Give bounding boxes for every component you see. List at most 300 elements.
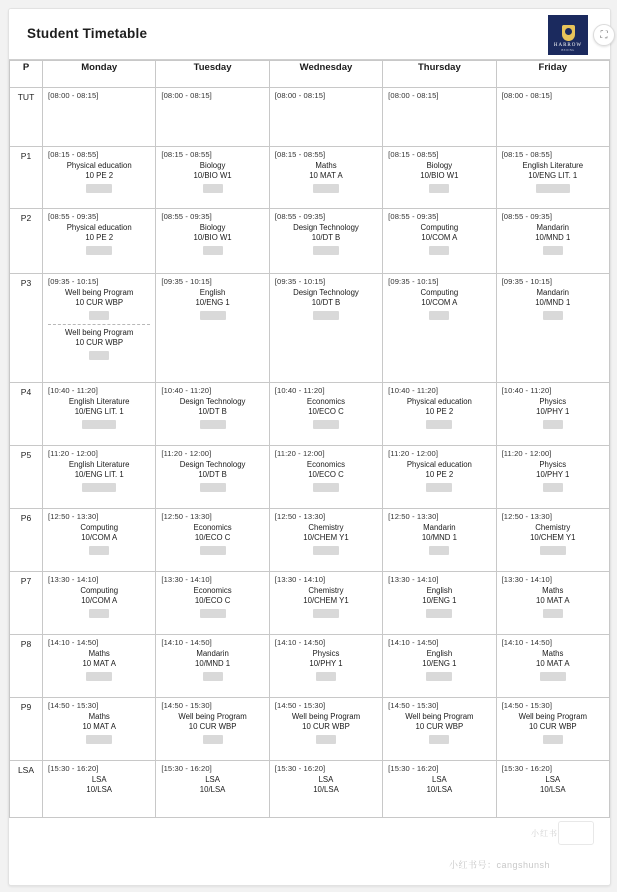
- lesson-subject: Maths: [542, 649, 564, 658]
- lesson-cell[interactable]: [269, 274, 382, 383]
- redacted-teacher: [426, 609, 452, 618]
- lesson-class: 10/ECO C: [194, 596, 231, 605]
- lesson-subject: English Literature: [522, 161, 584, 170]
- timetable-sheet: [8, 8, 611, 886]
- lesson-class: 10/COM A: [81, 533, 118, 542]
- lesson-cell[interactable]: [383, 274, 496, 383]
- table-row: [10, 88, 610, 147]
- redacted-teacher: [313, 311, 339, 320]
- lesson-cell[interactable]: [496, 383, 609, 446]
- lesson-subject: Well being Program: [65, 288, 134, 297]
- lesson-body: [156, 460, 268, 496]
- lesson-cell[interactable]: [43, 274, 156, 383]
- lesson-body: [383, 288, 495, 324]
- lesson-body: [43, 523, 155, 559]
- redacted-teacher: [426, 672, 452, 681]
- redacted-teacher: [540, 672, 566, 681]
- lesson-body: [270, 288, 382, 324]
- lesson-class: 10 PE 2: [425, 407, 454, 416]
- lesson-cell[interactable]: [496, 209, 609, 274]
- lesson-time: [12:50 - 13:30]: [388, 512, 439, 521]
- lesson-subject: Chemistry: [308, 586, 344, 595]
- lesson-subject: LSA: [91, 775, 107, 784]
- lesson-class: 10/COM A: [81, 596, 118, 605]
- lesson-cell[interactable]: [269, 446, 382, 509]
- period-label: P9: [10, 698, 43, 761]
- lesson-time: [08:55 - 09:35]: [48, 212, 99, 221]
- lesson-cell[interactable]: [383, 572, 496, 635]
- redacted-teacher: [543, 483, 563, 492]
- lesson-body: [43, 775, 155, 799]
- redacted-teacher: [429, 735, 449, 744]
- lesson-body: [270, 523, 382, 559]
- lesson-time: [08:15 - 08:55]: [388, 150, 439, 159]
- lesson-body: [43, 102, 155, 124]
- lesson-subject: Biology: [426, 161, 453, 170]
- lesson-subject: Physics: [312, 649, 340, 658]
- lesson-body: [270, 586, 382, 622]
- lesson-time: [09:35 - 10:15]: [48, 277, 99, 286]
- lesson-class: 10/ECO C: [308, 470, 344, 479]
- redacted-teacher: [203, 184, 223, 193]
- lesson-time: [10:40 - 11:20]: [161, 386, 212, 395]
- lesson-subject: Mandarin: [536, 223, 570, 232]
- lesson-time: [08:15 - 08:55]: [274, 150, 326, 159]
- lesson-class: 10/CHEM Y1: [530, 533, 576, 542]
- lesson-time: [11:20 - 12:00]: [388, 449, 439, 458]
- redacted-teacher: [313, 184, 339, 193]
- lesson-class: 10/MND 1: [195, 659, 231, 668]
- lesson-cell[interactable]: [269, 147, 382, 209]
- crest-shield-icon: [562, 25, 575, 41]
- lesson-class: 10/LSA: [199, 785, 226, 794]
- lesson-cell[interactable]: [383, 446, 496, 509]
- lesson-cell[interactable]: [496, 698, 609, 761]
- redacted-teacher: [200, 546, 226, 555]
- lesson-subject: Physics: [539, 460, 567, 469]
- lesson-subject: Physical education: [406, 460, 472, 469]
- period-label: LSA: [10, 761, 43, 818]
- redacted-teacher: [86, 672, 112, 681]
- lesson-cell[interactable]: [156, 761, 269, 818]
- lesson-class: 10 MAT A: [82, 722, 116, 731]
- lesson-cell[interactable]: [269, 761, 382, 818]
- lesson-time: [08:15 - 08:55]: [501, 150, 553, 159]
- lesson-body: [270, 712, 382, 748]
- lesson-cell[interactable]: [383, 635, 496, 698]
- lesson-time: [14:10 - 14:50]: [161, 638, 212, 647]
- lesson-class: 10/DT B: [311, 233, 341, 242]
- redacted-teacher: [429, 311, 449, 320]
- lesson-subject: Mandarin: [196, 649, 229, 658]
- redacted-teacher: [540, 546, 566, 555]
- page-title: Student Timetable: [27, 26, 148, 41]
- lesson-cell[interactable]: [43, 446, 156, 509]
- lesson-cell[interactable]: [43, 383, 156, 446]
- lesson-body: [497, 397, 609, 433]
- lesson-class: 10/LSA: [313, 785, 339, 794]
- lesson-class: 10 CUR WBP: [302, 722, 350, 731]
- timetable: [9, 60, 610, 818]
- lesson-time: [09:35 - 10:15]: [274, 277, 326, 286]
- lesson-time: [15:30 - 16:20]: [48, 764, 99, 773]
- lesson-time: [14:10 - 14:50]: [274, 638, 326, 647]
- lesson-body: [270, 460, 382, 496]
- table-row: [10, 209, 610, 274]
- lesson-subject: Chemistry: [308, 523, 344, 532]
- lesson-cell[interactable]: [269, 509, 382, 572]
- lesson-subject: Mandarin: [423, 523, 456, 532]
- redacted-teacher: [89, 351, 109, 360]
- lesson-body: [497, 523, 609, 559]
- lesson-cell[interactable]: [43, 88, 156, 147]
- lesson-body: [497, 775, 609, 799]
- lesson-class: 10/LSA: [539, 785, 566, 794]
- lesson-cell[interactable]: [156, 446, 269, 509]
- lesson-cell[interactable]: [496, 572, 609, 635]
- lesson-cell[interactable]: [383, 147, 496, 209]
- lesson-class: 10/DT B: [198, 470, 227, 479]
- lesson-body: [43, 397, 155, 433]
- lesson-body: [43, 460, 155, 496]
- lesson-body: [156, 161, 268, 197]
- lesson-cell[interactable]: [383, 88, 496, 147]
- lesson-class: 10/ECO C: [308, 407, 344, 416]
- lesson-body: [156, 586, 268, 622]
- lesson-body: [156, 523, 268, 559]
- lesson-subject-secondary: Well being Program: [65, 328, 134, 337]
- redacted-teacher: [82, 420, 116, 429]
- lesson-class: 10/ECO C: [194, 533, 231, 542]
- lesson-cell[interactable]: [43, 147, 156, 209]
- lesson-class: 10 PE 2: [85, 233, 114, 242]
- lesson-class: 10/MND 1: [535, 298, 571, 307]
- lesson-time: [12:50 - 13:30]: [501, 512, 553, 521]
- lesson-time: [15:30 - 16:20]: [388, 764, 439, 773]
- lesson-cell[interactable]: [269, 572, 382, 635]
- redacted-teacher: [89, 609, 109, 618]
- lesson-subject: Mandarin: [536, 288, 570, 297]
- lesson-body: [270, 775, 382, 799]
- lesson-cell[interactable]: [156, 147, 269, 209]
- lesson-subject: Maths: [88, 649, 110, 658]
- lesson-class: 10 CUR WBP: [188, 722, 237, 731]
- lesson-subject: Physical education: [66, 223, 132, 232]
- lesson-subject: Computing: [80, 523, 119, 532]
- lesson-cell[interactable]: [156, 509, 269, 572]
- lesson-body: [43, 712, 155, 748]
- lesson-cell[interactable]: [156, 383, 269, 446]
- lesson-cell[interactable]: [496, 147, 609, 209]
- lesson-cell[interactable]: [156, 572, 269, 635]
- lesson-cell[interactable]: [156, 698, 269, 761]
- lesson-subject: Well being Program: [518, 712, 587, 721]
- redacted-teacher: [89, 311, 109, 320]
- column-header-friday: Friday: [496, 61, 609, 88]
- redacted-teacher: [429, 546, 449, 555]
- lesson-time: [14:50 - 15:30]: [161, 701, 212, 710]
- redacted-teacher: [426, 420, 452, 429]
- lesson-time: [08:15 - 08:55]: [161, 150, 212, 159]
- lesson-class: 10/MND 1: [535, 233, 571, 242]
- lesson-subject: Economics: [193, 586, 232, 595]
- lesson-subject: English: [426, 586, 453, 595]
- table-header-row: [10, 61, 610, 88]
- timetable-container: [9, 60, 610, 818]
- lesson-time: [13:30 - 14:10]: [161, 575, 212, 584]
- lesson-subject: LSA: [545, 775, 561, 784]
- redacted-teacher: [200, 311, 226, 320]
- lesson-class: 10 PE 2: [85, 171, 114, 180]
- lesson-cell[interactable]: [156, 88, 269, 147]
- lesson-class: 10 MAT A: [82, 659, 116, 668]
- lesson-cell[interactable]: [383, 383, 496, 446]
- lesson-subject: Well being Program: [405, 712, 474, 721]
- lesson-subject: LSA: [318, 775, 334, 784]
- table-row: [10, 572, 610, 635]
- lesson-class: 10/BIO W1: [420, 171, 459, 180]
- lesson-class: 10/ENG 1: [422, 659, 457, 668]
- lesson-class: 10/COM A: [421, 298, 458, 307]
- lesson-time: [13:30 - 14:10]: [274, 575, 326, 584]
- scan-glyph: ⛶: [600, 29, 608, 41]
- redacted-teacher: [313, 246, 339, 255]
- lesson-cell[interactable]: [269, 88, 382, 147]
- redacted-teacher: [543, 246, 563, 255]
- lesson-cell[interactable]: [496, 509, 609, 572]
- lesson-body: [497, 161, 609, 197]
- lesson-body: [497, 102, 609, 124]
- lesson-time: [08:00 - 08:15]: [274, 91, 326, 100]
- crest-name: HARROW: [553, 43, 583, 48]
- lesson-body: [383, 460, 495, 496]
- lesson-cell[interactable]: [269, 635, 382, 698]
- lesson-time: [09:35 - 10:15]: [501, 277, 553, 286]
- lesson-cell[interactable]: [43, 509, 156, 572]
- lesson-body: [383, 102, 495, 124]
- lesson-cell[interactable]: [43, 698, 156, 761]
- lesson-body: [156, 288, 268, 324]
- period-label: P3: [10, 274, 43, 383]
- lesson-time: [10:40 - 11:20]: [501, 386, 552, 395]
- lesson-class-secondary: 10 CUR WBP: [75, 338, 124, 347]
- period-label: P8: [10, 635, 43, 698]
- lesson-time: [08:00 - 08:15]: [161, 91, 212, 100]
- lesson-body: [497, 288, 609, 324]
- lesson-cell[interactable]: [156, 209, 269, 274]
- lesson-cell[interactable]: [383, 761, 496, 818]
- lesson-body: [383, 161, 495, 197]
- redacted-teacher: [316, 672, 336, 681]
- lesson-subject: Computing: [420, 288, 459, 297]
- lesson-body: [156, 397, 268, 433]
- lesson-body: [383, 775, 495, 799]
- lesson-time: [08:00 - 08:15]: [501, 91, 553, 100]
- redacted-teacher: [200, 483, 226, 492]
- lesson-time: [14:50 - 15:30]: [501, 701, 553, 710]
- lesson-class: 10/ENG LIT. 1: [74, 407, 124, 416]
- lesson-time: [13:30 - 14:10]: [48, 575, 99, 584]
- lesson-time: [08:55 - 09:35]: [388, 212, 439, 221]
- lesson-time: [08:55 - 09:35]: [161, 212, 212, 221]
- lesson-time: [12:50 - 13:30]: [274, 512, 326, 521]
- lesson-subject: Computing: [420, 223, 459, 232]
- lesson-cell[interactable]: [156, 635, 269, 698]
- table-row: [10, 635, 610, 698]
- redacted-teacher: [203, 735, 223, 744]
- lesson-time: [11:20 - 12:00]: [48, 449, 98, 458]
- lesson-time: [10:40 - 11:20]: [388, 386, 439, 395]
- lesson-body: [270, 102, 382, 124]
- table-row: [10, 446, 610, 509]
- column-header-monday: Monday: [43, 61, 156, 88]
- lesson-time: [14:50 - 15:30]: [388, 701, 439, 710]
- lesson-class: 10/PHY 1: [536, 470, 570, 479]
- lesson-cell[interactable]: [269, 698, 382, 761]
- lesson-cell[interactable]: [496, 635, 609, 698]
- lesson-time: [08:55 - 09:35]: [501, 212, 553, 221]
- lesson-class: 10/DT B: [198, 407, 227, 416]
- lesson-subject: English: [426, 649, 453, 658]
- lesson-time: [14:10 - 14:50]: [48, 638, 99, 647]
- lesson-class: 10 MAT A: [536, 659, 570, 668]
- lesson-subject: Physical education: [66, 161, 132, 170]
- table-row: [10, 383, 610, 446]
- column-header-thursday: Thursday: [383, 61, 496, 88]
- lesson-cell[interactable]: [269, 383, 382, 446]
- lesson-time: [12:50 - 13:30]: [48, 512, 99, 521]
- redacted-teacher: [429, 246, 449, 255]
- lesson-class: 10 CUR WBP: [528, 722, 577, 731]
- watermark-box: [558, 821, 594, 845]
- lesson-body: [43, 288, 155, 364]
- lesson-body: [270, 161, 382, 197]
- lesson-body: [497, 712, 609, 748]
- lesson-cell[interactable]: [383, 698, 496, 761]
- lesson-subject: English: [199, 288, 226, 297]
- column-header-wednesday: Wednesday: [269, 61, 382, 88]
- redacted-teacher: [429, 184, 449, 193]
- redacted-teacher: [86, 184, 112, 193]
- table-row: [10, 147, 610, 209]
- redacted-teacher: [313, 546, 339, 555]
- lesson-time: [13:30 - 14:10]: [501, 575, 553, 584]
- lesson-body: [383, 712, 495, 748]
- redacted-teacher: [203, 246, 223, 255]
- lesson-body: [43, 161, 155, 197]
- lesson-subject: Design Technology: [179, 397, 246, 406]
- redacted-teacher: [313, 420, 339, 429]
- lesson-class: 10/BIO W1: [193, 233, 232, 242]
- lesson-class: 10 CUR WBP: [75, 298, 124, 307]
- lesson-body: [383, 223, 495, 259]
- redacted-teacher: [82, 483, 116, 492]
- table-row: [10, 274, 610, 383]
- redacted-teacher: [313, 609, 339, 618]
- redacted-teacher: [543, 420, 563, 429]
- lesson-time: [14:50 - 15:30]: [274, 701, 326, 710]
- lesson-cell[interactable]: [269, 209, 382, 274]
- scan-icon[interactable]: [593, 24, 615, 46]
- lesson-subject: Biology: [199, 223, 226, 232]
- lesson-class: 10/MND 1: [421, 533, 457, 542]
- lesson-subject: Well being Program: [291, 712, 361, 721]
- lesson-class: 10/ENG LIT. 1: [74, 470, 124, 479]
- lesson-body: [43, 223, 155, 259]
- lesson-time: [08:00 - 08:15]: [388, 91, 439, 100]
- redacted-teacher: [536, 184, 570, 193]
- lesson-subject: Physical education: [406, 397, 472, 406]
- lesson-subject: LSA: [205, 775, 220, 784]
- lesson-time: [15:30 - 16:20]: [161, 764, 212, 773]
- lesson-cell[interactable]: [496, 761, 609, 818]
- watermark-handle: 小红书号：cangshunsh: [448, 860, 550, 870]
- period-label: P5: [10, 446, 43, 509]
- period-label: TUT: [10, 88, 43, 147]
- lesson-subject: Well being Program: [178, 712, 247, 721]
- lesson-cell[interactable]: [43, 761, 156, 818]
- lesson-body: [383, 649, 495, 685]
- lesson-time: [09:35 - 10:15]: [388, 277, 439, 286]
- lesson-body: [270, 223, 382, 259]
- lesson-cell[interactable]: [43, 209, 156, 274]
- lesson-class: 10/CHEM Y1: [303, 596, 349, 605]
- table-row: [10, 509, 610, 572]
- lesson-subject: Computing: [80, 586, 119, 595]
- lesson-cell[interactable]: [496, 274, 609, 383]
- lesson-time: [11:20 - 12:00]: [501, 449, 552, 458]
- lesson-subject: Maths: [542, 586, 564, 595]
- lesson-class: 10/BIO W1: [193, 171, 232, 180]
- lesson-body: [156, 102, 268, 124]
- document-header: [9, 9, 610, 60]
- lesson-time: [14:10 - 14:50]: [388, 638, 439, 647]
- lesson-cell[interactable]: [156, 274, 269, 383]
- lesson-body: [270, 397, 382, 433]
- lesson-cell[interactable]: [383, 209, 496, 274]
- redacted-teacher: [86, 735, 112, 744]
- watermark-logo: 小红书: [531, 829, 558, 838]
- lesson-subject: English Literature: [68, 397, 130, 406]
- lesson-time: [14:10 - 14:50]: [501, 638, 553, 647]
- lesson-body: [156, 649, 268, 685]
- lesson-cell[interactable]: [43, 572, 156, 635]
- redacted-teacher: [316, 735, 336, 744]
- lesson-time: [08:15 - 08:55]: [48, 150, 99, 159]
- lesson-time: [15:30 - 16:20]: [501, 764, 553, 773]
- lesson-body: [43, 649, 155, 685]
- lesson-subject: Maths: [315, 161, 337, 170]
- lesson-cell[interactable]: [43, 635, 156, 698]
- period-label: P2: [10, 209, 43, 274]
- lesson-body: [383, 523, 495, 559]
- lesson-body: [383, 397, 495, 433]
- lesson-class: 10/CHEM Y1: [303, 533, 349, 542]
- lesson-time: [11:20 - 12:00]: [274, 449, 325, 458]
- cell-divider: [48, 324, 150, 325]
- lesson-subject: Economics: [306, 397, 346, 406]
- lesson-body: [43, 586, 155, 622]
- lesson-time: [15:30 - 16:20]: [274, 764, 326, 773]
- lesson-cell[interactable]: [383, 509, 496, 572]
- lesson-subject: English Literature: [68, 460, 130, 469]
- lesson-cell[interactable]: [496, 446, 609, 509]
- lesson-class: 10/LSA: [426, 785, 453, 794]
- lesson-cell[interactable]: [496, 88, 609, 147]
- redacted-teacher: [200, 420, 226, 429]
- lesson-body: [156, 775, 268, 799]
- lesson-subject: Maths: [88, 712, 110, 721]
